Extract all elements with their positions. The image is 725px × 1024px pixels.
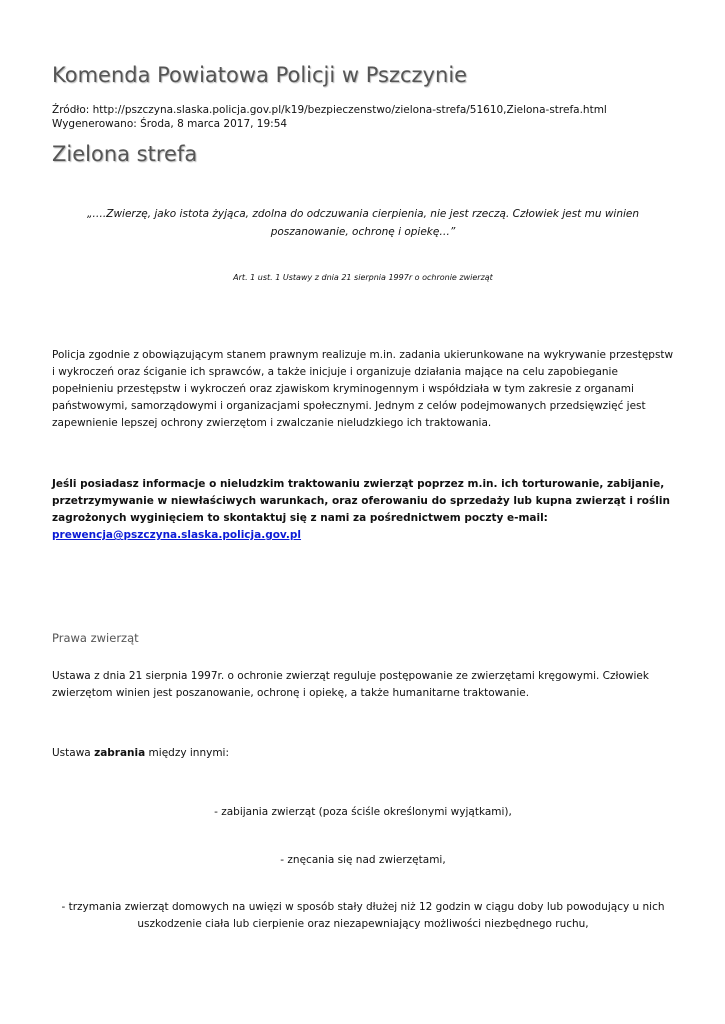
quote-citation: Art. 1 ust. 1 Ustawy z dnia 21 sierpnia 1997r o ochronie zwierząt [233, 273, 493, 282]
list-item: - zabijania zwierząt (poza ściśle określonymi wyjątkami), [214, 806, 512, 818]
paragraph-law: Ustawa z dnia 21 sierpnia 1997r. o ochronie zwierząt reguluje postępowanie ze zwierzętami kręgowymi. Człowiek zwierzętom winien jest poszanowanie, ochronę i opiekę, a także humanitarne traktowanie. [52, 670, 649, 699]
prohibits-bold: zabrania [94, 747, 146, 759]
quote: „….Zwierzę, jako istota żyjąca, zdolna do odczuwania cierpienia, nie jest rzeczą. Człowiek jest mu winien poszanowanie, ochronę i opiekę…” [86, 208, 640, 238]
prohibits-start: Ustawa [52, 747, 95, 759]
list-item: - znęcania się nad zwierzętami, [280, 854, 446, 866]
paragraph-prohibits [52, 745, 674, 762]
email-link[interactable]: prewencja@pszczyna.slaska.policja.gov.pl [52, 529, 302, 541]
generated-line: Wygenerowano: Środa, 8 marca 2017, 19:54 [52, 118, 288, 130]
prohibits-end: między innymi: [145, 747, 230, 759]
section-heading-animal-rights: Prawa zwierząt [52, 631, 139, 645]
paragraph-report-info [52, 476, 674, 544]
meta-info [52, 103, 607, 131]
article-title: Zielona strefa [52, 142, 198, 166]
report-text: Jeśli posiadasz informacje o nieludzkim traktowaniu zwierząt poprzez m.in. ich torturowanie, zabijanie, przetrzymywanie w niewłaściwych warunkach, oraz oferowaniu do sprzedaży lub kupna zwierząt i roślin zagrożonych wyginięciem to skontaktuj się z nami za pośrednictwem poczty e-mail: [52, 478, 670, 524]
paragraph-police-tasks: Policja zgodnie z obowiązującym stanem prawnym realizuje m.in. zadania ukierunkowane na wykrywanie przestępstw i wykroczeń oraz ściganie ich sprawców, a także inicjuje i organizuje działania mające na celu zapobieganie popełnieniu przestępstw i wykroczeń oraz zjawiskom kryminogennym i współdziała w tym zakresie z organami państwowymi, samorządowymi i organizacjami społecznymi. Jednym z celów podejmowanych przedsięwzięć jest zapewnienie lepszej ochrony zwierzętom i zwalczanie nieludzkiego ich traktowania. [52, 349, 674, 429]
source-line: Źródło: http://pszczyna.slaska.policja.gov.pl/k19/bezpieczenstwo/zielona-strefa/51610,Zielona-strefa.html [52, 104, 607, 116]
site-title: Komenda Powiatowa Policji w Pszczynie [52, 63, 468, 87]
list-item: - trzymania zwierząt domowych na uwięzi w sposób stały dłużej niż 12 godzin w ciągu doby lub powodujący u nich uszkodzenie ciała lub cierpienie oraz niezapewniający możliwości niezbędnego ruchu, [61, 901, 665, 930]
